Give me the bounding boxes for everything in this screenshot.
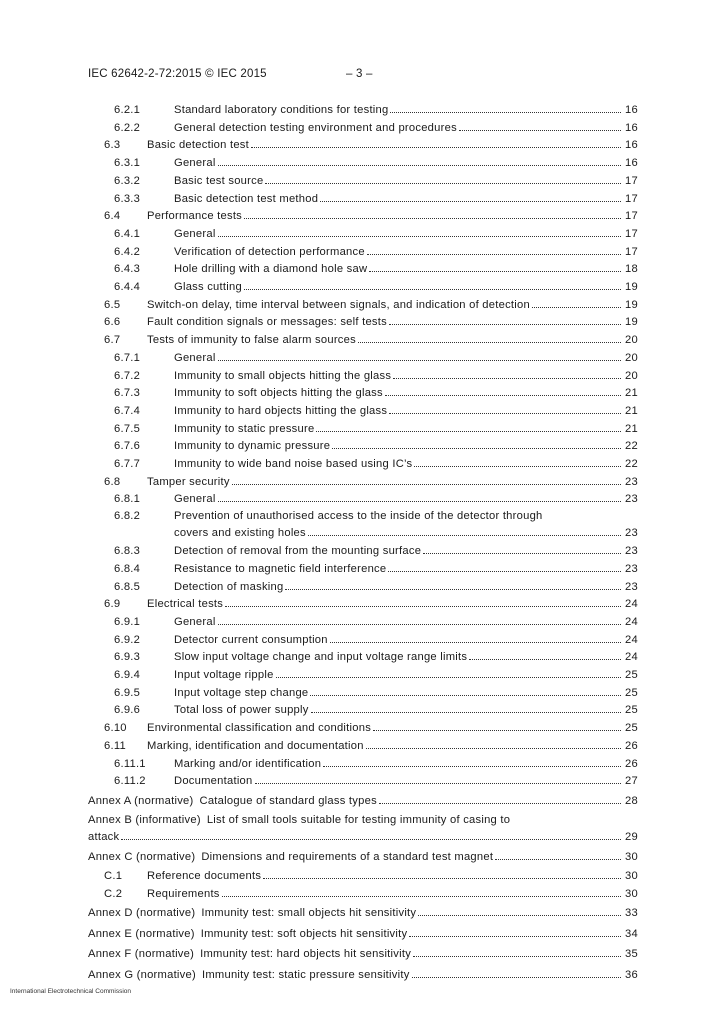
toc-dot-leader [532,296,621,308]
toc-entry-title: Detection of removal from the mounting surface [174,545,422,558]
toc-entry-number: 6.2.2 [114,121,141,134]
toc-entry-page: 19 [625,281,638,293]
toc-entry[interactable] [88,904,638,920]
toc-dot-leader [388,560,621,572]
toc-entry-page: 16 [625,121,638,134]
toc-entry-number: 6.3.1 [114,157,141,170]
toc-entry-number: 6.9.6 [114,704,141,717]
toc-entry[interactable] [114,631,638,647]
toc-dot-leader [367,243,621,255]
toc-entry-title: Basic test source [174,174,264,187]
toc-dot-leader [276,666,621,678]
toc-entry-title: Basic detection test [147,139,250,152]
toc-entry[interactable] [88,812,638,844]
toc-entry[interactable] [104,867,638,883]
toc-entry-page: 23 [625,562,638,575]
toc-entry-page: 30 [625,887,638,900]
toc-entry-title: Resistance to magnetic field interference [174,562,387,575]
toc-entry[interactable] [114,243,638,259]
toc-entry-title: Marking, identification and documentation [147,739,364,752]
toc-entry-page: 21 [625,404,638,417]
toc-dot-leader [495,848,621,860]
toc-dot-leader [316,420,621,432]
toc-entry[interactable] [114,455,638,471]
toc-entry-number: 6.9.1 [114,615,141,628]
toc-entry[interactable] [114,402,638,418]
toc-entry[interactable] [114,648,638,664]
toc-entry-title: Detector current consumption [174,633,328,646]
toc-entry-number: 6.7.5 [114,422,141,435]
toc-entry-number: 6.9.2 [114,633,141,646]
toc-dot-leader [412,966,621,978]
toc-entry[interactable] [114,119,638,135]
toc-entry-page: 19 [625,316,638,329]
toc-entry-number: 6.7.1 [114,351,141,364]
toc-entry-title: Fault condition signals or messages: self tests [147,316,387,329]
toc-entry-page: 17 [625,210,638,223]
toc-dot-leader [222,885,621,897]
toc-entry-title: Immunity test: small objects hit sensitivity [201,907,417,920]
document-id: IEC 62642-2-72:2015 © IEC 2015 [88,68,267,80]
toc-entry-page: 20 [625,351,638,364]
toc-entry-number: 6.4.2 [114,245,141,258]
toc-entry[interactable] [114,490,638,506]
toc-entry-page: 35 [625,948,638,961]
toc-dot-leader [218,225,621,237]
toc-entry-page: 23 [625,580,638,593]
toc-entry[interactable] [114,278,638,294]
toc-dot-leader [390,101,621,113]
toc-entry[interactable] [114,542,638,558]
toc-entry[interactable] [114,666,638,682]
toc-entry[interactable] [114,508,638,540]
toc-entry-page: 24 [625,598,638,611]
toc-entry[interactable] [114,172,638,188]
toc-entry-page: 29 [625,831,638,844]
toc-entry-title: Hole drilling with a diamond hole saw [174,263,368,276]
toc-entry[interactable] [104,313,638,329]
toc-dot-leader [255,772,622,784]
toc-entry-page: 17 [625,192,638,205]
toc-entry-title: Environmental classification and conditions [147,722,372,735]
toc-entry[interactable] [114,384,638,400]
toc-entry-number: 6.4.1 [114,227,141,240]
toc-entry-number: 6.4.4 [114,281,141,293]
toc-entry-number: 6.9.5 [114,686,141,699]
toc-dot-leader [323,755,621,767]
toc-dot-leader [332,437,621,449]
toc-dot-leader [414,455,621,467]
toc-dot-leader [225,595,621,607]
toc-entry[interactable] [104,331,638,347]
toc-entry-title: Prevention of unauthorised access to the inside of the detector through [174,510,543,523]
toc-entry-number: 6.9.3 [114,651,141,664]
page-number: – 3 – [346,68,373,80]
toc-entry-page: 23 [625,545,638,558]
toc-entry[interactable] [104,737,638,753]
toc-entry-title: Immunity test: hard objects hit sensitivity [200,948,412,961]
toc-entry-title: Catalogue of standard glass types [199,794,377,807]
toc-entry-number: 6.7.3 [114,387,141,400]
toc-dot-leader [311,701,621,713]
toc-entry-title: Switch-on delay, time interval between signals, and indication of detection [147,298,530,311]
toc-entry-number: Annex E (normative) [88,927,195,940]
toc-entry[interactable] [88,848,638,864]
toc-entry-number: 6.11.1 [114,757,146,770]
toc-entry-page: 33 [625,907,638,920]
toc-entry-page: 25 [625,686,638,699]
toc-entry-number: Annex A (normative) [88,794,194,807]
toc-dot-leader [409,925,621,937]
toc-entry-title: Input voltage ripple [174,669,274,681]
toc-entry-number: 6.7.2 [114,369,141,382]
toc-dot-leader [393,367,621,379]
toc-entry[interactable] [104,473,638,489]
toc-dot-leader [218,490,621,502]
toc-dot-leader [244,207,621,219]
toc-dot-leader [232,473,621,485]
toc-dot-leader [330,631,621,643]
toc-entry-page: 28 [625,794,638,807]
toc-entry-number: 6.11 [104,739,126,752]
toc-dot-leader [418,904,621,916]
toc-entry-title: General [174,227,216,240]
toc-entry[interactable] [88,792,638,808]
toc-entry-number: 6.7.4 [114,404,141,417]
toc-entry-number: Annex D (normative) [88,907,196,920]
toc-dot-leader [265,172,621,184]
toc-entry-page: 22 [625,440,638,453]
toc-entry-number: C.2 [104,887,123,900]
toc-entry-page: 20 [625,334,638,347]
toc-entry-page: 21 [625,387,638,400]
toc-entry[interactable] [104,595,638,611]
toc-entry[interactable] [104,296,638,312]
toc-entry-number: Annex F (normative) [88,948,195,961]
toc-entry-page: 30 [625,851,638,864]
toc-entry-title: Immunity to soft objects hitting the glass [174,387,383,400]
toc-entry-number: 6.6 [104,316,121,329]
toc-entry-number: 6.2.1 [114,104,141,116]
toc-entry-title: Immunity to static pressure [174,422,315,435]
toc-entry-page: 25 [625,669,638,681]
toc-entry-title: Glass cutting [174,281,242,293]
toc-entry-title: Basic detection test method [174,192,319,205]
toc-entry-page: 26 [625,739,638,752]
toc-entry-page: 24 [625,615,638,628]
toc-entry-title: Electrical tests [147,598,224,611]
toc-dot-leader [308,524,621,536]
toc-entry-title: Requirements [147,887,220,900]
toc-entry-title: Verification of detection performance [174,245,365,258]
toc-entry-title: General detection testing environment and procedures [174,121,457,134]
toc-entry-title: Total loss of power supply [174,704,309,717]
toc-entry-title: Immunity to wide band noise based using IC’s [174,458,413,470]
toc-entry-title: Detection of masking [174,580,284,593]
toc-entry[interactable] [114,684,638,700]
toc-entry-number: 6.7 [104,334,121,347]
toc-entry-number: Annex G (normative) [88,968,196,981]
toc-entry-number: 6.8 [104,475,121,488]
toc-entry-title: General [174,351,216,364]
toc-dot-leader [320,190,621,202]
toc-entry-number: 6.4 [104,210,121,223]
toc-entry-number: 6.11.2 [114,775,146,788]
toc-entry-number: 6.7.7 [114,458,141,470]
toc-entry-page: 24 [625,633,638,646]
toc-entry-title: Marking and/or identification [174,757,322,770]
toc-entry-number: 6.4.3 [114,263,141,276]
toc-entry[interactable] [104,719,638,735]
toc-dot-leader [369,260,621,272]
toc-entry[interactable] [114,772,638,788]
toc-entry-number: 6.8.1 [114,493,141,506]
toc-entry[interactable] [114,349,638,365]
toc-entry-page: 16 [625,157,638,170]
toc-entry-title: Immunity to dynamic pressure [174,440,331,453]
toc-entry-title: General [174,157,216,170]
toc-entry-page: 30 [625,869,638,882]
toc-entry[interactable] [114,420,638,436]
toc-entry[interactable] [114,367,638,383]
toc-entry-page: 21 [625,422,638,435]
toc-entry[interactable] [88,966,638,982]
toc-entry[interactable] [114,101,638,117]
toc-entry-page: 16 [625,104,638,116]
toc-entry-number: Annex B (informative) [88,814,201,827]
toc-entry-title: Immunity to small objects hitting the glass [174,369,392,382]
toc-entry-page: 17 [625,174,638,187]
toc-entry-page: 26 [625,757,638,770]
toc-entry-title: Immunity test: soft objects hit sensitivity [200,927,408,940]
toc-entry[interactable] [104,207,638,223]
toc-dot-leader [121,828,621,840]
toc-entry-page: 22 [625,458,638,470]
toc-entry-page: 23 [625,475,638,488]
toc-entry-title-continued: covers and existing holes [174,527,306,540]
toc-entry-number: 6.7.6 [114,440,141,453]
toc-dot-leader [263,867,621,879]
toc-entry-page: 20 [625,369,638,382]
toc-entry[interactable] [104,136,638,152]
toc-entry[interactable] [114,560,638,576]
toc-dot-leader [423,542,621,554]
toc-entry-page: 17 [625,227,638,240]
toc-dot-leader [358,331,621,343]
toc-dot-leader [218,613,621,625]
toc-entry-title: List of small tools suitable for testing immunity of casing to [206,814,511,827]
toc-entry-page: 18 [625,263,638,276]
toc-dot-leader [389,402,621,414]
toc-entry-page: 17 [625,245,638,258]
toc-entry[interactable] [114,260,638,276]
toc-entry[interactable] [114,578,638,594]
toc-entry-page: 23 [625,493,638,506]
toc-entry-page: 25 [625,722,638,735]
toc-entry[interactable] [114,190,638,206]
toc-entry-page: 27 [625,775,638,788]
toc-entry-title: Dimensions and requirements of a standard test magnet [201,851,494,864]
toc-dot-leader [218,349,621,361]
toc-entry[interactable] [114,613,638,629]
toc-dot-leader [379,792,621,804]
toc-entry-number: 6.9.4 [114,669,141,681]
toc-entry-title: Standard laboratory conditions for testing [174,104,389,116]
toc-dot-leader [218,154,621,166]
toc-entry-title: Input voltage step change [174,686,309,699]
toc-entry[interactable] [114,437,638,453]
toc-entry[interactable] [88,925,638,941]
toc-entry-title: Immunity to hard objects hitting the glass [174,404,388,417]
toc-entry[interactable] [114,225,638,241]
page-header [88,68,373,80]
toc-entry-page: 36 [625,968,638,981]
toc-entry-number: 6.8.2 [114,510,141,523]
toc-entry-number: 6.8.4 [114,562,141,575]
toc-entry-page: 23 [625,527,638,540]
toc-entry-number: 6.5 [104,298,121,311]
toc-entry-title: Documentation [174,775,253,788]
toc-entry-number: 6.3.2 [114,174,141,187]
toc-entry-title: Performance tests [147,210,243,223]
toc-entry-number: 6.9 [104,598,121,611]
toc-dot-leader [366,737,621,749]
toc-entry-title: Tamper security [147,475,230,488]
toc-dot-leader [385,384,621,396]
toc-dot-leader [389,313,621,325]
toc-entry-title: General [174,615,216,628]
publisher-footer: International Electrotechnical Commission [10,988,132,995]
toc-dot-leader [310,684,621,696]
toc-entry-title: Immunity test: static pressure sensitivity [201,968,410,981]
toc-entry-title: Slow input voltage change and input voltage range limits [174,651,468,664]
toc-dot-leader [244,278,621,290]
toc-entry[interactable] [114,154,638,170]
toc-entry-page: 34 [625,927,638,940]
toc-entry-number: 6.10 [104,722,127,735]
toc-entry-number: 6.3.3 [114,192,141,205]
toc-entry-number: C.1 [104,869,123,882]
toc-dot-leader [251,136,621,148]
toc-entry-number: 6.3 [104,139,121,152]
toc-dot-leader [459,119,621,131]
toc-dot-leader [469,648,621,660]
toc-entry-title: Tests of immunity to false alarm sources [147,334,356,347]
toc-entry[interactable] [114,701,638,717]
toc-entry[interactable] [104,885,638,901]
toc-entry-number: Annex C (normative) [88,851,196,864]
toc-dot-leader [413,945,621,957]
toc-entry-number: 6.8.5 [114,580,141,593]
toc-entry-title: General [174,493,216,506]
toc-entry-page: 25 [625,704,638,717]
toc-entry-number: 6.8.3 [114,545,141,558]
toc-entry-page: 19 [625,298,638,311]
toc-entry-title-continued: attack [88,831,120,844]
toc-dot-leader [285,578,621,590]
toc-entry-page: 16 [625,139,638,152]
toc-entry[interactable] [88,945,638,961]
toc-entry-title: Reference documents [147,869,262,882]
toc-entry-page: 24 [625,651,638,664]
toc-entry[interactable] [114,755,638,771]
toc-dot-leader [373,719,621,731]
